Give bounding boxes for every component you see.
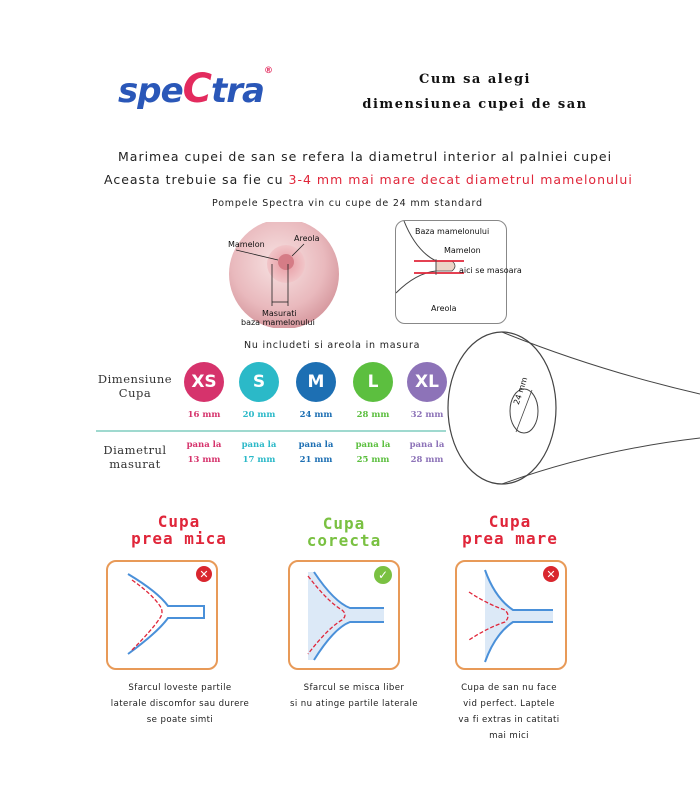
check-icon: ✓ [374, 566, 392, 584]
size-xl-range: pana la 28 mm [409, 440, 445, 465]
size-m-range: pana la 21 mm [298, 440, 334, 465]
label-aici: aici se masoara [459, 266, 522, 275]
intro-line3: Pompele Spectra vin cu cupe de 24 mm standard [212, 198, 483, 209]
page-title-line2: dimensiunea cupei de san [362, 97, 588, 112]
spectra-logo: speCtra® [118, 66, 272, 112]
size-l-badge: L [353, 362, 393, 402]
cup-diameter-label: 24 mm [512, 376, 530, 406]
size-l-range: pana la 25 mm [355, 440, 391, 465]
fit-too-large-title: Cupa prea mare [462, 512, 558, 548]
label-areola-right: Areola [431, 304, 457, 313]
diameter-row-label: Diametrul masurat [103, 443, 167, 471]
size-xl-badge: XL [407, 362, 447, 402]
page-title-line1: Cum sa alegi [418, 72, 531, 87]
label-mamelon: Mamelon [228, 240, 265, 249]
fit-too-large-caption: Cupa de san nu face vid perfect. Laptele va fi extras in catitati mai mici [458, 683, 560, 741]
label-mamelon-right: Mamelon [444, 246, 481, 255]
fit-too-small-caption: Sfarcul loveste partile laterale discomfor sau durere se poate simti [110, 683, 250, 725]
intro-line2: Aceasta trebuie sa fie cu 3-4 mm mai mare decat diametrul mamelonului [104, 172, 633, 187]
size-xs-mm: 16 mm [187, 410, 221, 420]
label-baza-right: Baza mamelonului [415, 227, 490, 236]
label-areola: Areola [294, 234, 320, 243]
breast-shield-illustration [446, 330, 700, 490]
fit-correct-caption: Sfarcul se misca liber si nu atinge partile laterale [290, 683, 418, 709]
label-masurati: Masurati [262, 309, 297, 318]
x-icon: ✕ [196, 566, 212, 582]
divider [96, 430, 446, 432]
size-xs-badge: XS [184, 362, 224, 402]
intro-line1: Marimea cupei de san se refera la diametrul interior al palniei cupei [118, 149, 613, 164]
size-row-label: Dimensiune Cupa [97, 372, 173, 400]
size-s-range: pana la 17 mm [241, 440, 277, 465]
x-icon: ✕ [543, 566, 559, 582]
label-baza: baza mamelonului [241, 318, 315, 327]
size-m-badge: M [296, 362, 336, 402]
size-m-mm: 24 mm [299, 410, 333, 420]
fit-too-small-title: Cupa prea mica [131, 512, 227, 548]
size-xl-mm: 32 mm [410, 410, 444, 420]
size-xs-range: pana la 13 mm [186, 440, 222, 465]
fit-correct-title: Cupa corecta [306, 514, 382, 550]
size-s-mm: 20 mm [242, 410, 276, 420]
size-s-badge: S [239, 362, 279, 402]
areola-note: Nu includeti si areola in masura [244, 340, 421, 351]
intro-highlight: 3-4 mm mai mare decat diametrul mamelonului [288, 172, 633, 187]
size-l-mm: 28 mm [356, 410, 390, 420]
